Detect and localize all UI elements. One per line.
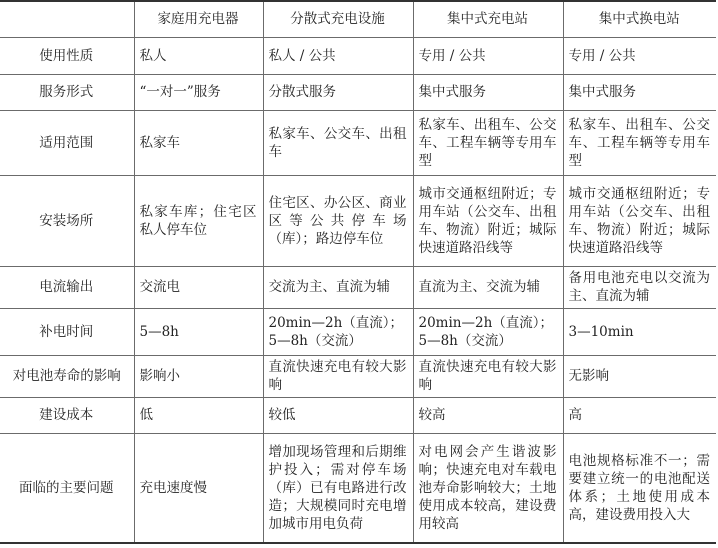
header-corner (0, 1, 134, 37)
header-centralized-swap-station: 集中式换电站 (563, 1, 716, 37)
table-row (0, 355, 716, 397)
table-cell: “一对一”服务 (134, 74, 263, 110)
table-cell: 城市交通枢纽附近；专用车站（公交车、出租车、物流）附近；城际快速道路沿线等 (413, 175, 563, 266)
table-cell: 集中式服务 (563, 74, 716, 110)
table-row (0, 74, 716, 110)
table-cell: 20min—2h（直流）；5—8h（交流） (413, 308, 563, 355)
row-label: 补电时间 (0, 308, 134, 355)
row-label: 建设成本 (0, 397, 134, 433)
table-cell: 无影响 (563, 355, 716, 397)
table-cell: 5—8h (134, 308, 263, 355)
table-cell: 低 (134, 397, 263, 433)
table-row (0, 110, 716, 175)
header-home-charger: 家庭用充电器 (134, 1, 263, 37)
table-cell: 电池规格标准不一；需要建立统一的电池配送体系；土地使用成本高，建设费用投入大 (563, 433, 716, 543)
table-cell: 较高 (413, 397, 563, 433)
table-cell: 专用 / 公共 (413, 37, 563, 74)
table-row (0, 433, 716, 543)
row-label: 适用范围 (0, 110, 134, 175)
table-row (0, 266, 716, 308)
table-cell: 私家车库；住宅区私人停车位 (134, 175, 263, 266)
table-cell: 较低 (263, 397, 413, 433)
header-row (0, 1, 716, 37)
table-cell: 集中式服务 (413, 74, 563, 110)
table-cell: 交流电 (134, 266, 263, 308)
table-cell: 私人 / 公共 (263, 37, 413, 74)
table-cell: 高 (563, 397, 716, 433)
table-cell: 交流为主、直流为辅 (263, 266, 413, 308)
row-label: 面临的主要问题 (0, 433, 134, 543)
table-cell: 专用 / 公共 (563, 37, 716, 74)
table-cell: 对电网会产生谐波影响；快速充电对车载电池寿命影响较大；土地使用成本较高，建设费用较高 (413, 433, 563, 543)
table-cell: 影响小 (134, 355, 263, 397)
table-cell: 私家车、公交车、出租车 (263, 110, 413, 175)
table-cell: 直流快速充电有较大影响 (263, 355, 413, 397)
table-row (0, 397, 716, 433)
row-label: 电流输出 (0, 266, 134, 308)
row-label: 服务形式 (0, 74, 134, 110)
table-row (0, 175, 716, 266)
table-cell: 私人 (134, 37, 263, 74)
table-cell: 直流快速充电有较大影响 (413, 355, 563, 397)
table-cell: 住宅区、办公区、商业区等公共停车场（库）；路边停车位 (263, 175, 413, 266)
table-cell: 私家车、出租车、公交车、工程车辆等专用车型 (413, 110, 563, 175)
table-row (0, 37, 716, 74)
row-label: 使用性质 (0, 37, 134, 74)
table-cell: 充电速度慢 (134, 433, 263, 543)
header-distributed-charging: 分散式充电设施 (263, 1, 413, 37)
row-label: 对电池寿命的影响 (0, 355, 134, 397)
table-cell: 20min—2h（直流）；5—8h（交流） (263, 308, 413, 355)
table-row (0, 308, 716, 355)
table-cell: 城市交通枢纽附近；专用车站（公交车、出租车、物流）附近；城际快速道路沿线等 (563, 175, 716, 266)
table-cell: 私家车 (134, 110, 263, 175)
table-cell: 私家车、出租车、公交车、工程车辆等专用车型 (563, 110, 716, 175)
table-cell: 备用电池充电以交流为主、直流为辅 (563, 266, 716, 308)
table-cell: 直流为主、交流为辅 (413, 266, 563, 308)
header-centralized-charging-station: 集中式充电站 (413, 1, 563, 37)
table-cell: 增加现场管理和后期维护投入；需对停车场（库）已有电路进行改造；大规模同时充电增加城市用电负荷 (263, 433, 413, 543)
row-label: 安装场所 (0, 175, 134, 266)
table-cell: 3—10min (563, 308, 716, 355)
table-cell: 分散式服务 (263, 74, 413, 110)
